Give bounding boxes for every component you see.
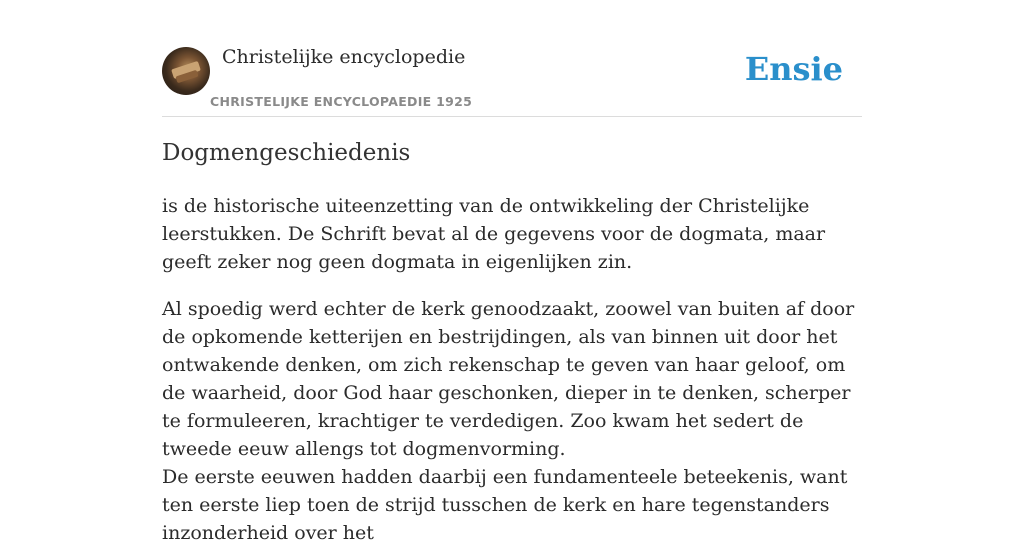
page-container <box>162 0 862 544</box>
page-title: Dogmengeschiedenis <box>162 140 411 166</box>
encyclopedia-edition-label: CHRISTELIJKE ENCYCLOPAEDIE 1925 <box>210 94 473 109</box>
header <box>162 0 862 117</box>
article-paragraph: Al spoedig werd echter de kerk genoodzaakt, zoowel van buiten af door de opkomende ketterijen en bestrijdingen, als van binnen uit door het ontwakende denken, om zich rekenschap te geven van haar geloof, om de waarheid, door God haar geschonken, dieper in te denken, scherper te formuleeren, krachtiger te verdedigen. Zoo kwam het sedert de tweede eeuw allengs tot dogmenvorming. <box>162 298 855 460</box>
encyclopedia-avatar[interactable] <box>162 47 210 95</box>
ensie-logo[interactable]: Ensie <box>744 50 843 88</box>
article-paragraph: is de historische uiteenzetting van de ontwikkeling der Christelijke leerstukken. De Schrift bevat al de gegevens voor de dogmata, maar geeft zeker nog geen dogmata in eigenlijken zin. <box>162 195 826 273</box>
site-name-link[interactable]: Christelijke encyclopedie <box>222 46 466 68</box>
article-paragraph: De eerste eeuwen hadden daarbij een fundamenteele beteekenis, want ten eerste liep toen de strijd tusschen de kerk en hare tegenstanders inzonderheid over het <box>162 466 848 544</box>
